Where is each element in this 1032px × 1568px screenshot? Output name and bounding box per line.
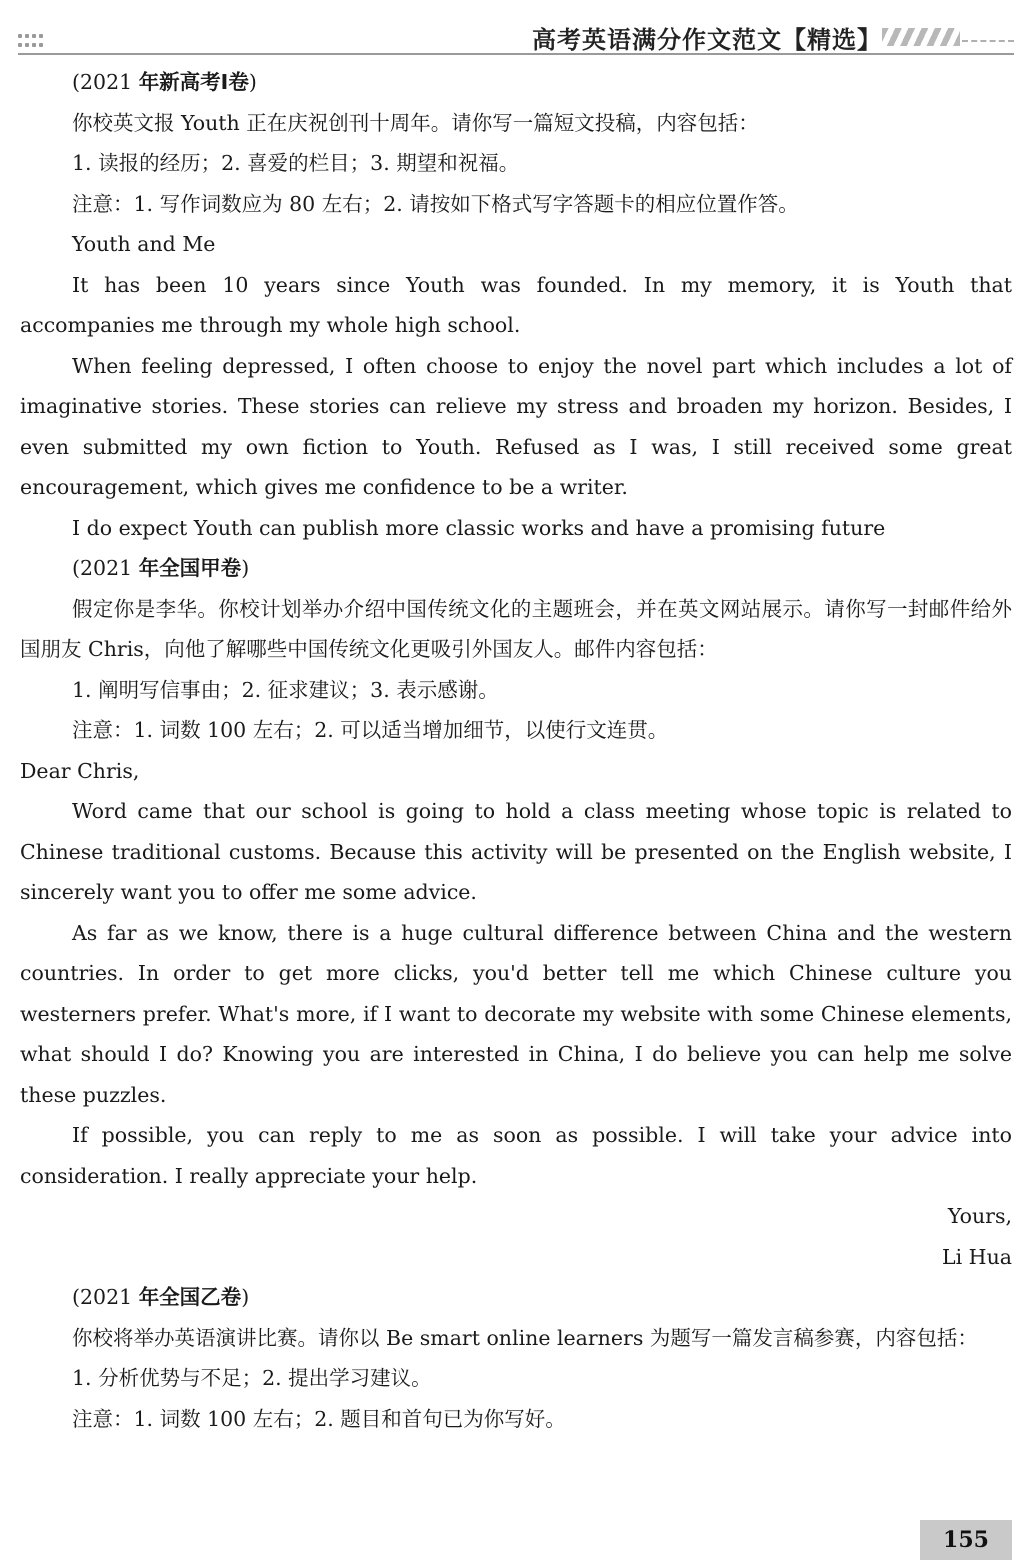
header-dots-decoration <box>18 34 44 48</box>
page-number: 155 <box>920 1520 1012 1560</box>
letter-closing: Yours, <box>947 1204 1012 1228</box>
letter-paragraph: As far as we know, there is a huge cultural difference between China and the western countries. In order to get more clicks, you'd better tell me which Chinese culture you westerners prefer. What's more, if I want to decorate my website with some Chinese elements, what should I do? Knowing you are interested in China, I do believe you can help me solve these puzzles. <box>20 920 1012 1107</box>
essay-paragraph: I do expect Youth can publish more classic works and have a promising future <box>72 515 886 540</box>
running-header-title: 高考英语满分作文范文【精选】 <box>532 26 882 54</box>
letter-salutation: Dear Chris, <box>20 758 140 783</box>
prompt-line: 注意：1. 写作词数应为 80 左右；2. 请按如下格式写字答题卡的相应位置作答。 <box>72 191 799 216</box>
prompt-line: 注意：1. 词数 100 左右；2. 可以适当增加细节，以使行文连贯。 <box>72 718 669 742</box>
essay-paragraph: It has been 10 years since Youth was founded. In my memory, it is Youth that accompanies me through my whole high school. <box>20 272 1012 337</box>
prompt-line: 注意：1. 词数 100 左右；2. 题目和首句已为你写好。 <box>72 1406 566 1431</box>
letter-paragraph: Word came that our school is going to hold a class meeting whose topic is related to Chinese traditional customs. Because this activity will be presented on the English website, I sincerely want you to offer me some advice. <box>20 799 1012 904</box>
page-header <box>0 0 1032 56</box>
page-body <box>20 62 1012 1439</box>
essay-paragraph: When feeling depressed, I often choose to enjoy the novel part which includes a lot of imaginative stories. These stories can relieve my stress and broaden my horizon. Besides, I even submitted my own fiction to Youth. Refused as I was, I still received some great encouragement, which gives me confidence to be a writer. <box>20 353 1012 499</box>
letter-signature: Li Hua <box>942 1244 1012 1269</box>
section-source: (2021 年全国甲卷) <box>72 556 250 580</box>
header-dashes-decoration <box>962 40 1014 42</box>
prompt-line: 你校英文报 Youth 正在庆祝创刊十周年。请你写一篇短文投稿，内容包括： <box>72 110 759 135</box>
section-source: (2021 年新高考Ⅰ卷) <box>72 70 257 94</box>
section-source: (2021 年全国乙卷) <box>72 1285 250 1309</box>
prompt-line: 1. 分析优势与不足；2. 提出学习建议。 <box>72 1366 432 1390</box>
prompt-line: 1. 阐明写信事由；2. 征求建议；3. 表示感谢。 <box>72 677 499 702</box>
header-stripes-decoration <box>882 28 960 46</box>
prompt-line: 1. 读报的经历；2. 喜爱的栏目；3. 期望和祝福。 <box>72 151 520 175</box>
essay-title: Youth and Me <box>72 232 216 256</box>
prompt-line: 你校将举办英语演讲比赛。请你以 Be smart online learners 为题写一篇发言稿参赛，内容包括： <box>72 1325 978 1350</box>
prompt-line: 假定你是李华。你校计划举办介绍中国传统文化的主题班会，并在英文网站展示。请你写一封邮件给外国朋友 Chris，向他了解哪些中国传统文化更吸引外国友人。邮件内容包括： <box>20 596 1012 661</box>
letter-paragraph: If possible, you can reply to me as soon as possible. I will take your advice into consideration. I really appreciate your help. <box>20 1123 1012 1188</box>
header-rule <box>18 53 1014 55</box>
